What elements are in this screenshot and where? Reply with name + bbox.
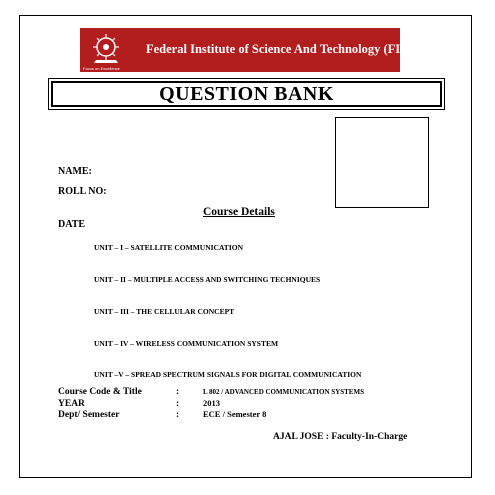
- institute-name: Federal Institute of Science And Technology (FISAT)™: [146, 42, 438, 56]
- unit-1: UNIT – I – SATELLITE COMMUNICATION: [94, 243, 243, 252]
- unit-5: UNIT –V – SPREAD SPECTRUM SIGNALS FOR DIGITAL COMMUNICATION: [94, 370, 362, 379]
- dept-semester-colon: :: [176, 410, 180, 420]
- course-details-heading: Course Details: [203, 206, 275, 218]
- institute-banner: [80, 28, 438, 72]
- course-code-label: Course Code & Title: [58, 387, 142, 397]
- year-row: [58, 398, 220, 409]
- course-code-colon: :: [176, 387, 180, 397]
- year-label: YEAR: [58, 399, 85, 409]
- page-title: QUESTION BANK: [51, 81, 442, 107]
- logo-caption: Focus on Excellence: [83, 66, 120, 71]
- fisat-logo-icon: [86, 30, 126, 70]
- dept-semester-row: [58, 409, 266, 420]
- year-value: 2013: [203, 398, 220, 408]
- unit-2: UNIT – II – MULTIPLE ACCESS AND SWITCHING TECHNIQUES: [94, 275, 321, 284]
- trademark: TM: [427, 43, 438, 50]
- photo-placeholder: [335, 117, 429, 208]
- roll-no-label: ROLL NO:: [58, 186, 107, 197]
- faculty-in-charge: AJAL JOSE : Faculty-In-Charge: [273, 432, 408, 442]
- name-label: NAME:: [58, 166, 92, 177]
- unit-4: UNIT – IV – WIRELESS COMMUNICATION SYSTEM: [94, 339, 279, 348]
- course-code-value: L 802 / ADVANCED COMMUNICATION SYSTEMS: [203, 388, 364, 396]
- dept-semester-label: Dept/ Semester: [58, 410, 120, 420]
- course-code-row: [58, 387, 364, 397]
- unit-3: UNIT – III – THE CELLULAR CONCEPT: [94, 307, 235, 316]
- year-colon: :: [176, 399, 180, 409]
- date-label: DATE: [58, 219, 86, 230]
- dept-semester-value: ECE / Semester 8: [203, 409, 267, 419]
